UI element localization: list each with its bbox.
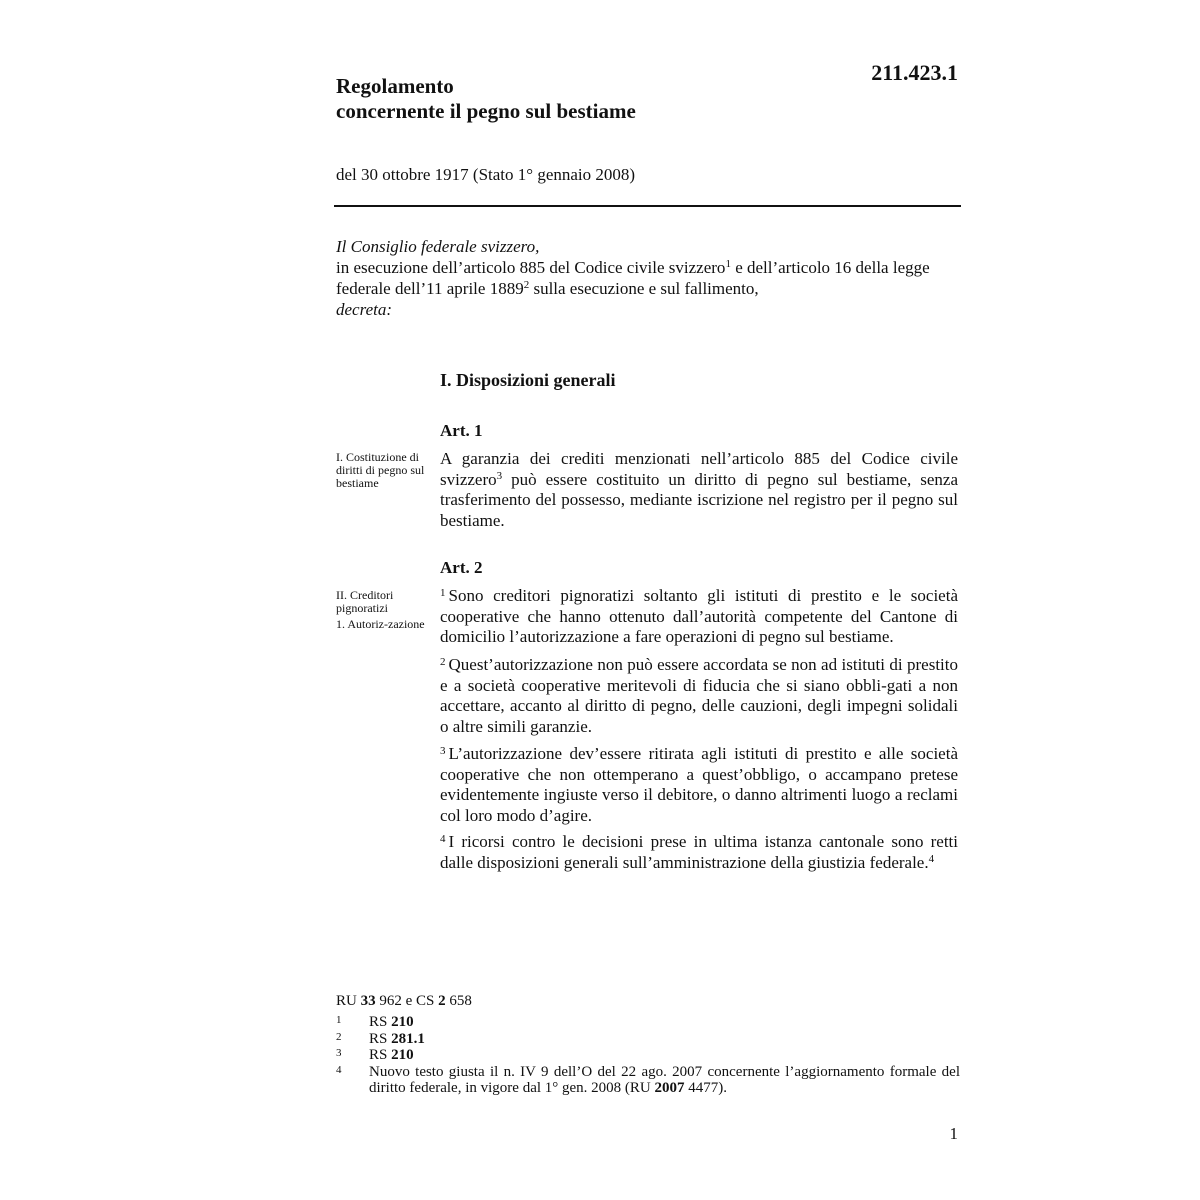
- footnote-ref-3[interactable]: 3: [496, 469, 503, 482]
- article-1-text-part1: A garanzia dei crediti menzionati nell’articolo 885 del Codice civile svizzero: [440, 449, 958, 489]
- footnote-text: [369, 1064, 960, 1097]
- paragraph-number: 2: [440, 656, 446, 668]
- footnote-item: [336, 1031, 960, 1048]
- paragraph-text: Sono creditori pignoratizi soltanto gli istituti di prestito e le società cooperative che hanno ottenuto dall’autorità competente del Cantone di domicilio l’autorizzazione a fare operazioni di pegno sul bestiame.: [440, 586, 958, 646]
- article-1-margin-note: I. Costituzione di diritti di pegno sul bestiame: [336, 450, 425, 490]
- source-ru-label: RU: [336, 993, 357, 1009]
- footnote-ref-1[interactable]: 1: [725, 258, 731, 270]
- article-1-text-part2: può essere costituito un diritto di pegno sul bestiame, senza trasferimento del possesso, mediante iscrizione nel registro per il pegno sul bestiame.: [440, 469, 958, 530]
- footnote-text-after: 4477).: [688, 1080, 728, 1096]
- footnote-item: [336, 1064, 960, 1097]
- article-2-paragraph-1: [440, 586, 958, 648]
- paragraph-number: 1: [440, 587, 446, 599]
- footnote-prefix: RS: [369, 1014, 388, 1030]
- source-conj: e: [405, 993, 413, 1009]
- preamble-text-part3: sulla esecuzione e sul fallimento,: [529, 279, 759, 298]
- footnote-ref-2[interactable]: 2: [523, 279, 530, 291]
- footnotes: [336, 1014, 960, 1097]
- preamble-text-part1: in esecuzione dell’articolo 885 del Codice civile svizzero: [336, 258, 726, 277]
- paragraph-text: Quest’autorizzazione non può essere accordata se non ad istituti di prestito e a società cooperative meritevoli di fiducia che si siano obbli-gati a non accettare, accanto al diritto di pegno, delle cauzioni, degli impegni solidali o altre simili garanzie.: [440, 655, 958, 736]
- title-line-2: concernente il pegno sul bestiame: [336, 99, 636, 123]
- article-2-heading: Art. 2: [440, 558, 483, 577]
- source-ru-page: 962: [379, 993, 402, 1009]
- source-cs-volume: 2: [438, 993, 446, 1009]
- footnote-text: [369, 1047, 960, 1064]
- footnote-text: [369, 1014, 960, 1031]
- source-reference: [336, 993, 472, 1010]
- article-2-margin-note: [336, 589, 432, 631]
- preamble-decree: decreta:: [336, 300, 393, 319]
- source-ru-volume: 33: [360, 993, 376, 1009]
- section-heading: I. Disposizioni generali: [440, 370, 616, 390]
- footnote-prefix: RS: [369, 1047, 388, 1063]
- article-2-paragraph-4: [440, 832, 958, 873]
- footnote-ref-number: 210: [391, 1047, 414, 1063]
- document-date: del 30 ottobre 1917 (Stato 1° gennaio 2008): [336, 165, 636, 184]
- paragraph-text: L’autorizzazione dev’essere ritirata agli istituti di prestito e alle società cooperative che non ottemperano a quest’obbligo, o accampano pretese evidentemente ingiuste verso il debitore, o danno altrimenti luogo a reclami col loro modo d’agire.: [440, 744, 958, 825]
- preamble-authority: Il Consiglio federale svizzero,: [336, 237, 540, 256]
- footnote-item: [336, 1047, 960, 1064]
- source-cs-page: 658: [449, 993, 472, 1009]
- footnote-number: 4: [336, 1063, 342, 1076]
- article-2-paragraph-3: [440, 744, 958, 826]
- document-number: 211.423.1: [871, 60, 958, 85]
- footnote-number: 1: [336, 1014, 342, 1026]
- footnote-text-before: Nuovo testo giusta il n. IV 9 dell’O del 22 ago. 2007 concernente l’aggiornamento formale del diritto federale, in vigore dal 1° gen. 2008 (RU: [369, 1063, 960, 1096]
- footnote-text: [369, 1031, 960, 1048]
- article-1-heading: Art. 1: [440, 421, 483, 440]
- page-number: 1: [949, 1124, 958, 1143]
- paragraph-number: 3: [440, 745, 446, 757]
- document-title: [336, 74, 636, 124]
- article-2-paragraph-2: [440, 655, 958, 737]
- footnote-item: [336, 1014, 960, 1031]
- preamble-text: [336, 257, 958, 299]
- footnote-ref-4[interactable]: 4: [928, 852, 935, 865]
- title-line-1: Regolamento: [336, 74, 454, 98]
- footnote-prefix: RS: [369, 1030, 388, 1047]
- preamble: [336, 236, 958, 320]
- header-divider: [334, 205, 961, 207]
- footnote-number: 3: [336, 1047, 342, 1059]
- article-2-margin-note-sub: 1. Autoriz-zazione: [336, 617, 425, 631]
- footnote-ref-number: 2007: [654, 1080, 685, 1096]
- source-cs-label: CS: [416, 993, 435, 1009]
- paragraph-number: 4: [440, 833, 446, 845]
- preamble-text-part2: e dell’articolo 16 della legge federale dell’11 aprile 1889: [336, 258, 930, 298]
- footnote-ref-number: 210: [391, 1014, 414, 1030]
- article-1-paragraph: [440, 449, 958, 531]
- paragraph-text: I ricorsi contro le decisioni prese in ultima istanza cantonale sono retti dalle disposizioni generali sull’amministrazione della giustizia federale.: [440, 832, 958, 872]
- footnote-ref-number: 281.1: [391, 1030, 425, 1047]
- article-2-margin-note-main: II. Creditori pignoratizi: [336, 588, 394, 615]
- footnote-number: 2: [336, 1030, 342, 1043]
